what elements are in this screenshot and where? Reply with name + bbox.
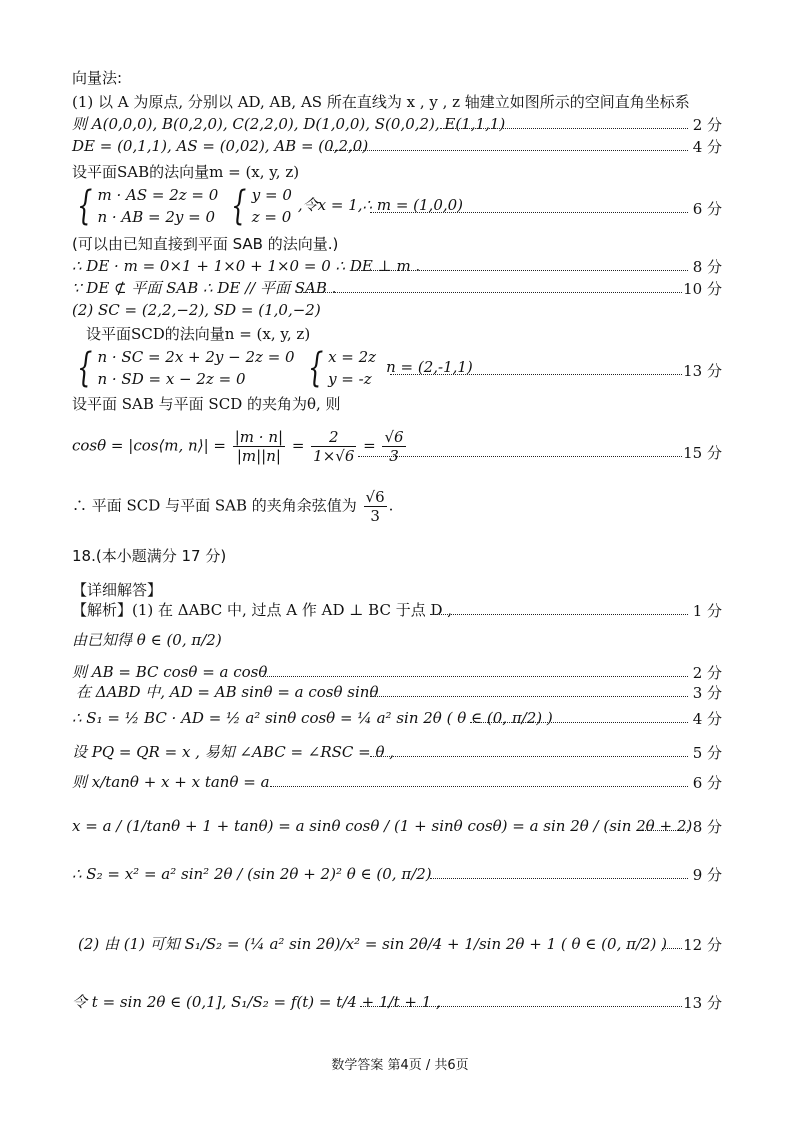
method-heading: 向量法:	[72, 69, 123, 87]
score-mark: 8 分	[692, 818, 722, 836]
leader-dots	[370, 756, 688, 757]
dot-product-line: ∴ DE · m = 0×1 + 1×0 + 1×0 = 0 ∴ DE ⊥ m .	[72, 257, 421, 275]
score-mark: 6 分	[692, 200, 722, 218]
solution-line: ∴ S₂ = x² = a² sin² 2θ / (sin 2θ + 2)² θ ∈ (0, π/2)	[72, 865, 432, 883]
leader-dots	[358, 456, 682, 457]
leader-dots	[262, 676, 688, 677]
normal-vector-scd: 设平面SCD的法向量n = (x, y, z)	[86, 325, 311, 343]
solution-line: ∴ S₁ = ½ BC · AD = ½ a² sinθ cosθ = ¼ a² sin 2θ ( θ ∈ (0, π/2) )	[72, 709, 553, 727]
leader-dots	[270, 786, 688, 787]
leader-dots	[440, 128, 688, 129]
angle-setup: 设平面 SAB 与平面 SCD 的夹角为θ, 则	[72, 395, 341, 413]
score-mark: 2 分	[692, 116, 722, 134]
solution-line: 则 AB = BC cosθ = a cosθ	[72, 663, 268, 681]
score-mark: 9 分	[692, 866, 722, 884]
parallel-conclusion: ∵ DE ⊄ 平面 SAB ∴ DE // 平面 SAB .	[72, 279, 337, 297]
leader-dots	[370, 696, 688, 697]
leader-dots	[430, 878, 688, 879]
score-mark: 13 分	[683, 994, 722, 1012]
equation: n · SD = x − 2z = 0	[97, 370, 246, 388]
normal-vector-sab: 设平面SAB的法向量m = (x, y, z)	[72, 163, 300, 181]
system-lhs	[97, 346, 294, 390]
equation: m · AS = 2z = 0	[97, 186, 219, 204]
step-1-intro: (1) 以 A 为原点, 分别以 AD, AB, AS 所在直线为 x , y , z 轴建立如图所示的空间直角坐标系	[72, 93, 690, 111]
question-18-title: 18.(本小题满分 17 分)	[72, 547, 227, 565]
cosine-formula: cosθ = |cos⟨m, n⟩| = $\frac{|m \cdot n|}{|m||n|}$ = $\frac{2}{1\times√6}$ = $\frac{√6}{3}$	[72, 428, 404, 465]
solution-line: (2) 由 (1) 可知 S₁/S₂ = (¼ a² sin 2θ)/x² = sin 2θ/4 + 1/sin 2θ + 1 ( θ ∈ (0, π/2) )	[78, 935, 668, 953]
fraction: $\frac{√6}{3}$	[384, 428, 404, 465]
equation: z = 0	[251, 208, 292, 226]
score-mark: 15 分	[683, 444, 722, 462]
score-mark: 4 分	[692, 710, 722, 728]
solution-line: 则 x/tanθ + x + x tanθ = a	[72, 773, 270, 791]
leader-dots	[640, 830, 688, 831]
equation: y = -z	[328, 370, 372, 388]
coordinates-line: 则 A(0,0,0), B(0,2,0), C(2,2,0), D(1,0,0), S(0,0,2), E(1,1,1)	[72, 115, 506, 133]
equation: n · SC = 2x + 2y − 2z = 0	[97, 348, 295, 366]
equation: y = 0	[251, 186, 292, 204]
cosine-lhs: cosθ = |cos⟨m, n⟩| =	[72, 436, 226, 455]
vectors-line: DE = (0,1,1), AS = (0,02), AB = (0,2,0)	[72, 137, 369, 155]
left-brace: {	[77, 345, 93, 391]
fraction: $\frac{|m \cdot n|}{|m||n|}$	[234, 428, 284, 465]
score-mark: 4 分	[692, 138, 722, 156]
equation-system-2	[72, 346, 473, 390]
solution-line: 【解析】(1) 在 ΔABC 中, 过点 A 作 AD ⊥ BC 于点 D ,	[72, 601, 453, 619]
leader-dots	[300, 292, 682, 293]
system-rhs	[328, 346, 376, 390]
page-footer: 数学答案 第4页 / 共6页	[331, 1058, 469, 1073]
score-mark: 5 分	[692, 744, 722, 762]
system-result: n = (2,-1,1)	[386, 358, 473, 376]
leader-dots	[330, 150, 688, 151]
leader-dots	[390, 374, 682, 375]
solution-line: x = a / (1/tanθ + 1 + tanθ) = a sinθ cosθ / (1 + sinθ cosθ) = a sin 2θ / (sin 2θ + 2)	[72, 817, 693, 835]
score-mark: 8 分	[692, 258, 722, 276]
leader-dots	[355, 270, 688, 271]
leader-dots	[662, 948, 682, 949]
score-mark: 6 分	[692, 774, 722, 792]
solution-line: 在 ΔABD 中, AD = AB sinθ = a cosθ sinθ	[76, 683, 379, 701]
solution-line: 由已知得 θ ∈ (0, π/2)	[72, 631, 222, 649]
note-line: (可以由已知直接到平面 SAB 的法向量.)	[72, 235, 339, 253]
score-mark: 12 分	[683, 936, 722, 954]
score-mark: 10 分	[683, 280, 722, 298]
angle-conclusion: ∴ 平面 SCD 与平面 SAB 的夹角余弦值为 $\frac{√6}{3}$ .	[72, 488, 394, 525]
fraction: $\frac{√6}{3}$	[365, 488, 385, 525]
leader-dots	[370, 212, 688, 213]
solution-line: 设 PQ = QR = x , 易知 ∠ABC = ∠RSC = θ ,	[72, 743, 395, 761]
leader-dots	[430, 614, 688, 615]
solution-line: 令 t = sin 2θ ∈ (0,1], S₁/S₂ = f(t) = t/4 + 1/t + 1 ,	[72, 993, 441, 1011]
fraction: $\frac{2}{1\times√6}$	[313, 428, 355, 465]
leader-dots	[470, 722, 688, 723]
system-lhs	[97, 184, 218, 228]
equation: x = 2z	[328, 348, 377, 366]
score-mark: 1 分	[692, 602, 722, 620]
score-mark: 3 分	[692, 684, 722, 702]
left-brace: {	[231, 183, 247, 229]
system-result: ,令x = 1,∴ m = (1,0,0)	[297, 196, 464, 214]
left-brace: {	[307, 345, 323, 391]
equation-system-1	[72, 184, 463, 228]
leader-dots	[360, 1006, 682, 1007]
score-mark: 2 分	[692, 664, 722, 682]
system-rhs	[252, 184, 292, 228]
step-2-vectors: (2) SC = (2,2,−2), SD = (1,0,−2)	[72, 301, 321, 319]
score-mark: 13 分	[683, 362, 722, 380]
left-brace: {	[77, 183, 93, 229]
answer-heading: 【详细解答】	[72, 581, 163, 599]
equation: n · AB = 2y = 0	[97, 208, 216, 226]
